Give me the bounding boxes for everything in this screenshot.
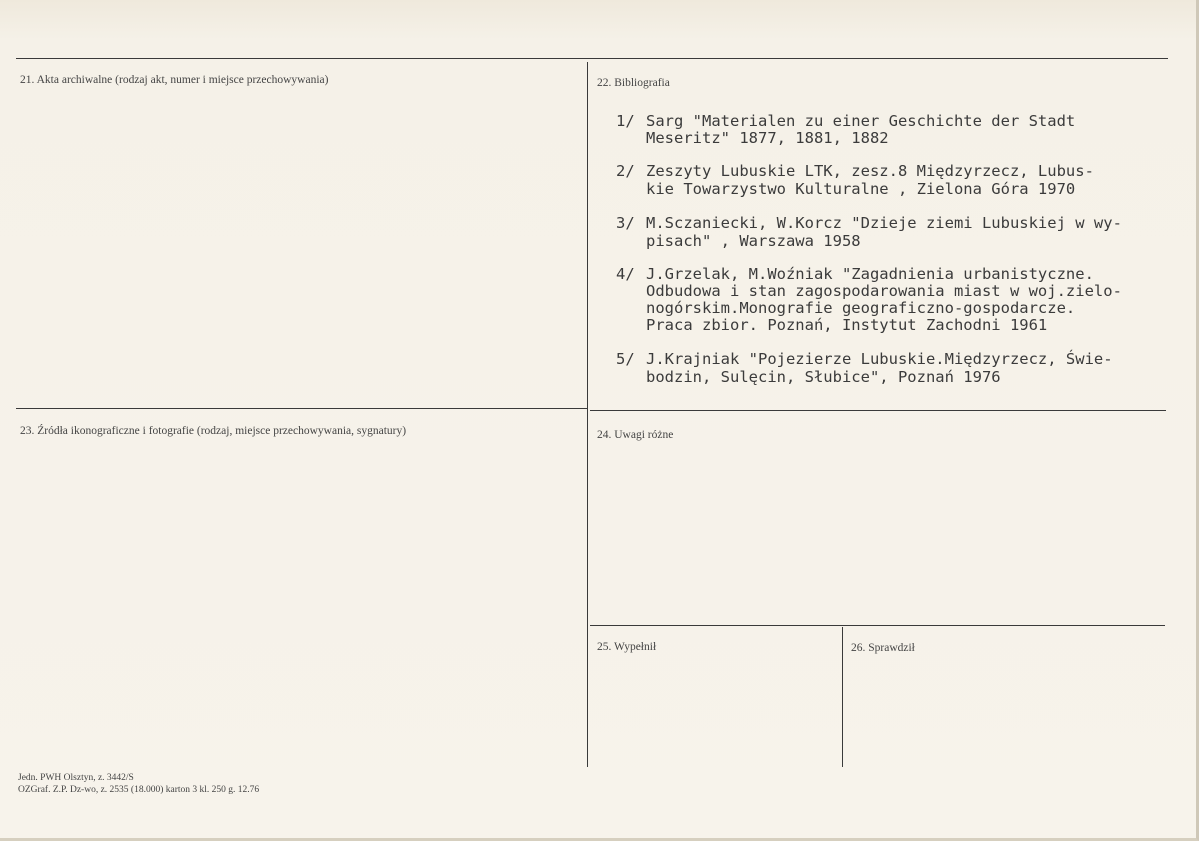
entry-number: 5/ [616,350,635,368]
entry-line: J.Krajniak "Pojezierze Lubuskie.Międzyrzecz, Świe- [646,350,1113,368]
section-21-label: 21. Akta archiwalne (rodzaj akt, numer i miejsce przechowywania) [20,74,329,86]
section-22-label: 22. Bibliografia [597,77,670,89]
entry-line: pisach" , Warszawa 1958 [646,232,861,250]
section-24-label: 24. Uwagi różne [597,429,674,441]
entry-line: nogórskim.Monografie geograficzno-gospodarcze. [646,299,1076,317]
entry-number: 2/ [616,162,635,180]
printer-footer-line-1: Jedn. PWH Olsztyn, z. 3442/S [18,773,134,783]
entry-line: Sarg "Materialen zu einer Geschichte der Stadt [646,112,1076,130]
section-26-label: 26. Sprawdził [851,642,915,654]
entry-line: Praca zbior. Poznań, Instytut Zachodni 1961 [646,316,1048,334]
right-mid-rule [590,410,1166,411]
top-rule [16,58,1168,59]
left-mid-rule [16,408,587,409]
signature-divider [842,627,843,767]
entry-number: 1/ [616,112,635,130]
signature-rule [590,625,1165,626]
entry-line: Meseritz" 1877, 1881, 1882 [646,129,889,147]
entry-line: Odbudowa i stan zagospodarowania miast w woj.zielo- [646,282,1122,300]
printer-footer-line-2: OZGraf. Z.P. Dz-wo, z. 2535 (18.000) karton 3 kl. 250 g. 12.76 [18,785,260,795]
entry-line: kie Towarzystwo Kulturalne , Zielona Góra 1970 [646,180,1076,198]
entry-number: 3/ [616,214,635,232]
entry-line: bodzin, Sulęcin, Słubice", Poznań 1976 [646,368,1001,386]
entry-line: J.Grzelak, M.Woźniak "Zagadnienia urbanistyczne. [646,265,1094,283]
section-25-label: 25. Wypełnił [597,641,657,653]
center-divider [587,62,588,767]
entry-line: Zeszyty Lubuskie LTK, zesz.8 Międzyrzecz, Lubus- [646,162,1094,180]
entry-line: M.Sczaniecki, W.Korcz "Dzieje ziemi Lubuskiej w wy- [646,214,1122,232]
section-23-label: 23. Źródła ikonograficzne i fotografie (rodzaj, miejsce przechowywania, sygnatury) [20,425,407,437]
entry-number: 4/ [616,265,635,283]
